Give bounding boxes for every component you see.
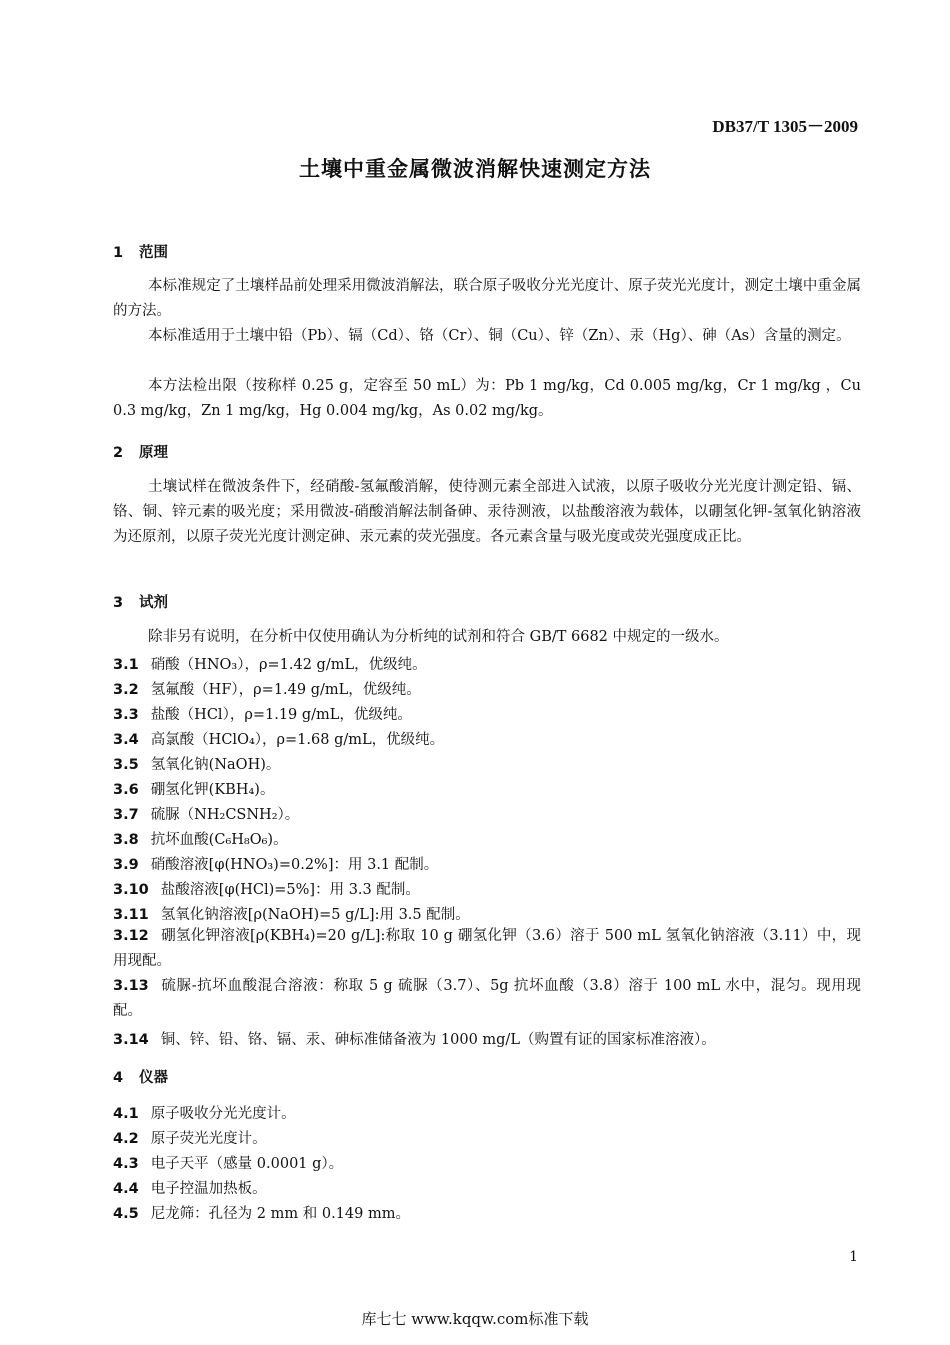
document-title: 土壤中重金属微波消解快速测定方法 xyxy=(299,157,651,181)
list-item xyxy=(113,1152,343,1173)
item-number: 3.10 xyxy=(113,882,149,898)
item-text: 电子控温加热板。 xyxy=(150,1181,267,1197)
item-number: 3.7 xyxy=(113,807,139,823)
item-number: 3.8 xyxy=(113,832,139,848)
list-item xyxy=(113,678,421,699)
item-text: 电子天平（感量 0.0001 g）。 xyxy=(150,1156,344,1172)
paragraph xyxy=(113,324,861,349)
list-item xyxy=(113,1202,410,1223)
item-text: 氢氟酸（HF），ρ=1.49 g/mL，优级纯。 xyxy=(150,682,421,698)
item-number: 3.1 xyxy=(113,657,139,673)
list-item xyxy=(113,974,861,1024)
section-title: 原理 xyxy=(139,445,168,461)
item-text: 尼龙筛：孔径为 2 mm 和 0.149 mm。 xyxy=(150,1206,410,1222)
list-item xyxy=(113,653,427,674)
page-number: 1 xyxy=(849,1249,858,1265)
item-text: 原子荧光光度计。 xyxy=(150,1131,267,1147)
item-text: 硫脲-抗坏血酸混合溶液：称取 5 g 硫脲（3.7）、5g 抗坏血酸（3.8）溶于 100 mL 水中，混匀。现用现配。 xyxy=(113,978,861,1019)
item-text: 抗坏血酸(C₆H₈O₆)。 xyxy=(150,832,288,848)
item-text: 氢氧化钠溶液[ρ(NaOH)=5 g/L]:用 3.5 配制。 xyxy=(160,907,470,923)
list-item xyxy=(113,728,444,749)
item-number: 3.5 xyxy=(113,757,139,773)
item-text: 硼氢化钾溶液[ρ(KBH₄)=20 g/L]:称取 10 g 硼氢化钾（3.6）溶于 500 mL 氢氧化钠溶液（3.11）中，现用现配。 xyxy=(113,928,861,969)
list-item xyxy=(113,703,412,724)
item-number: 3.4 xyxy=(113,732,139,748)
item-number: 3.9 xyxy=(113,857,139,873)
list-item xyxy=(113,1127,267,1148)
section-number: 3 xyxy=(113,595,124,611)
item-number: 4.3 xyxy=(113,1156,139,1172)
item-text: 原子吸收分光光度计。 xyxy=(150,1106,296,1122)
item-text: 盐酸（HCl），ρ=1.19 g/mL，优级纯。 xyxy=(150,707,412,723)
list-item xyxy=(113,778,274,799)
paragraph xyxy=(113,625,861,650)
section-number: 4 xyxy=(113,1070,124,1086)
footer-watermark: 库七七 www.kqqw.com标准下载 xyxy=(361,1310,589,1328)
paragraph xyxy=(113,274,861,324)
list-item xyxy=(113,878,420,899)
item-number: 3.12 xyxy=(113,928,149,944)
section-heading-apparatus xyxy=(113,1066,168,1087)
paragraph-text: 本标准规定了土壤样品前处理采用微波消解法，联合原子吸收分光光度计、原子荧光光度计，测定土壤中重金属的方法。 xyxy=(113,278,861,319)
item-number: 3.2 xyxy=(113,682,139,698)
list-item xyxy=(113,1028,716,1049)
list-item xyxy=(113,1177,267,1198)
paragraph-text: 土壤试样在微波条件下，经硝酸-氢氟酸消解，使待测元素全部进入试液，以原子吸收分光光度计测定铅、镉、铬、铜、锌元素的吸光度；采用微波-硝酸消解法制备砷、汞待测液，以盐酸溶液为载体，以硼氢化钾-氢氧化钠溶液为还原剂，以原子荧光光度计测定砷、汞元素的荧光强度。各元素含量与吸光度或荧光强度成正比。 xyxy=(113,479,861,545)
item-number: 4.1 xyxy=(113,1106,139,1122)
section-heading-reagents xyxy=(113,591,168,612)
item-number: 3.13 xyxy=(113,978,149,994)
list-item xyxy=(113,924,861,974)
section-heading-scope xyxy=(113,241,168,262)
item-number: 3.14 xyxy=(113,1032,149,1048)
item-text: 硼氢化钾(KBH₄)。 xyxy=(150,782,275,798)
list-item xyxy=(113,903,470,924)
section-heading-principle xyxy=(113,441,168,462)
paragraph-text: 本方法检出限（按称样 0.25 g，定容至 50 mL）为：Pb 1 mg/kg，Cd 0.005 mg/kg，Cr 1 mg/kg ，Cu 0.3 mg/kg，Zn 1 mg/kg，Hg 0.004 mg/kg，As 0.02 mg/kg。 xyxy=(113,378,861,419)
item-text: 氢氧化钠(NaOH)。 xyxy=(150,757,281,773)
item-number: 3.6 xyxy=(113,782,139,798)
item-number: 4.2 xyxy=(113,1131,139,1147)
list-item xyxy=(113,803,299,824)
item-number: 4.5 xyxy=(113,1206,139,1222)
list-item xyxy=(113,853,438,874)
list-item xyxy=(113,828,288,849)
item-text: 硫脲（NH₂CSNH₂）。 xyxy=(150,807,300,823)
section-title: 试剂 xyxy=(139,595,168,611)
item-text: 铜、锌、铅、铬、镉、汞、砷标准储备液为 1000 mg/L（购置有证的国家标准溶液）。 xyxy=(160,1032,716,1048)
list-item xyxy=(113,1102,296,1123)
item-number: 4.4 xyxy=(113,1181,139,1197)
section-title: 仪器 xyxy=(139,1070,168,1086)
item-text: 高氯酸（HClO₄），ρ=1.68 g/mL，优级纯。 xyxy=(150,732,445,748)
paragraph xyxy=(113,374,861,424)
paragraph-text: 本标准适用于土壤中铅（Pb）、镉（Cd）、铬（Cr）、铜（Cu）、锌（Zn）、汞（Hg）、砷（As）含量的测定。 xyxy=(148,328,851,344)
standard-code: DB37/T 1305－2009 xyxy=(712,117,858,136)
list-item xyxy=(113,753,280,774)
item-number: 3.3 xyxy=(113,707,139,723)
item-text: 盐酸溶液[φ(HCl)=5%]：用 3.3 配制。 xyxy=(160,882,420,898)
paragraph-text: 除非另有说明，在分析中仅使用确认为分析纯的试剂和符合 GB/T 6682 中规定的一级水。 xyxy=(148,629,729,645)
item-number: 3.11 xyxy=(113,907,149,923)
section-number: 1 xyxy=(113,245,124,261)
section-number: 2 xyxy=(113,445,124,461)
section-title: 范围 xyxy=(139,245,168,261)
paragraph xyxy=(113,475,861,550)
item-text: 硝酸（HNO₃），ρ=1.42 g/mL，优级纯。 xyxy=(150,657,427,673)
item-text: 硝酸溶液[φ(HNO₃)=0.2%]：用 3.1 配制。 xyxy=(150,857,439,873)
